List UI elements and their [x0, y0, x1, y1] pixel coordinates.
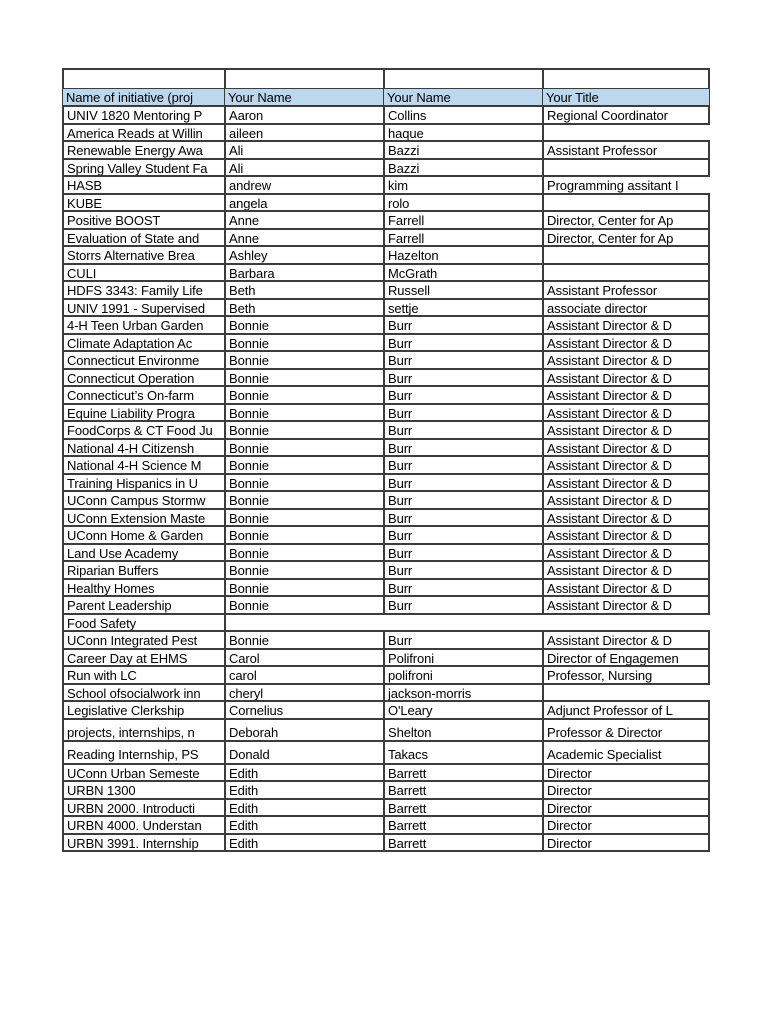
table-cell: Burr [383, 578, 544, 598]
table-cell: Assistant Director & D [542, 508, 710, 528]
table-cell: Professor, Nursing [542, 665, 710, 685]
table-cell: Bonnie [224, 630, 385, 650]
table-cell: Adjunct Professor of L [542, 700, 710, 720]
table-cell: Director, Center for Ap [542, 210, 710, 230]
table-cell: Carol [224, 648, 385, 668]
table-cell: Your Name [383, 88, 544, 107]
table-cell: UNIV 1991 - Supervised [62, 298, 226, 318]
table-cell: Burr [383, 315, 544, 335]
table-cell: Ashley [224, 245, 385, 265]
table-cell: Bonnie [224, 560, 385, 580]
table-cell: Director [542, 833, 710, 853]
table-cell: Burr [383, 525, 544, 545]
table-cell: Barrett [383, 833, 544, 853]
table-cell: Assistant Director & D [542, 350, 710, 370]
table-cell: Professor & Director [542, 718, 710, 743]
table-cell: Burr [383, 368, 544, 388]
table-cell: UConn Integrated Pest [62, 630, 226, 650]
table-cell: Russell [383, 280, 544, 300]
table-cell: School ofsocialwork inn [62, 683, 226, 703]
table-cell: Bazzi [383, 158, 544, 178]
table-cell: Renewable Energy Awa [62, 140, 226, 160]
table-row [62, 718, 710, 743]
table-cell: Assistant Director & D [542, 385, 710, 405]
table-cell: Director [542, 798, 710, 818]
table-cell: projects, internships, n [62, 718, 226, 743]
table-cell: Edith [224, 763, 385, 783]
table-cell: Storrs Alternative Brea [62, 245, 226, 265]
table-cell: UConn Campus Stormw [62, 490, 226, 510]
table-cell: Barrett [383, 815, 544, 835]
table-cell: National 4-H Science M [62, 455, 226, 475]
table-cell: Connecticut Operation [62, 368, 226, 388]
table-cell: UNIV 1820 Mentoring P [62, 105, 226, 125]
table-cell: Assistant Director & D [542, 490, 710, 510]
table-cell: Bonnie [224, 350, 385, 370]
table-cell: settje [383, 298, 544, 318]
table-cell: URBN 3991. Internship [62, 833, 226, 853]
table-cell: Aaron [224, 105, 385, 125]
table-cell: Bonnie [224, 385, 385, 405]
table-cell: HDFS 3343: Family Life [62, 280, 226, 300]
table-cell: Your Name [224, 88, 385, 107]
table-cell: Burr [383, 543, 544, 563]
table-cell: Legislative Clerkship [62, 700, 226, 720]
table-cell: Edith [224, 815, 385, 835]
table-cell: Barbara [224, 263, 385, 283]
table-cell: Academic Specialist [542, 740, 710, 765]
table-cell: CULI [62, 263, 226, 283]
table-cell: Spring Valley Student Fa [62, 158, 226, 178]
table-cell: Burr [383, 420, 544, 440]
table-cell: FoodCorps & CT Food Ju [62, 420, 226, 440]
table-cell: Burr [383, 333, 544, 353]
table-cell: Regional Coordinator [542, 105, 710, 125]
table-cell: Bonnie [224, 543, 385, 563]
table-cell: URBN 1300 [62, 780, 226, 800]
table-cell: Assistant Director & D [542, 578, 710, 598]
table-cell: Assistant Director & D [542, 333, 710, 353]
table-cell: Burr [383, 403, 544, 423]
table-cell: Name of initiative (proj [62, 88, 226, 107]
table-cell: Cornelius [224, 700, 385, 720]
table-cell: Director [542, 780, 710, 800]
table-cell: Run with LC [62, 665, 226, 685]
table-cell: Bazzi [383, 140, 544, 160]
table-cell: Burr [383, 560, 544, 580]
table-cell: Hazelton [383, 245, 544, 265]
table-cell: Bonnie [224, 420, 385, 440]
table-cell: Bonnie [224, 525, 385, 545]
table-cell: andrew [224, 175, 385, 195]
table-cell: Assistant Director & D [542, 560, 710, 580]
table-cell [383, 68, 544, 90]
table-cell: Burr [383, 595, 544, 615]
table-cell: Ali [224, 140, 385, 160]
table-cell: polifroni [383, 665, 544, 685]
table-cell [542, 68, 710, 90]
empty-top-row [62, 68, 710, 90]
table-cell: Bonnie [224, 595, 385, 615]
table-cell: Director of Engagemen [542, 648, 710, 668]
table-cell [62, 68, 226, 90]
spreadsheet-table [62, 68, 710, 852]
table-cell: Healthy Homes [62, 578, 226, 598]
table-row [62, 833, 710, 853]
table-cell: Polifroni [383, 648, 544, 668]
table-cell: Bonnie [224, 473, 385, 493]
table-cell: Bonnie [224, 403, 385, 423]
table-cell: Assistant Director & D [542, 315, 710, 335]
table-cell: Assistant Director & D [542, 420, 710, 440]
table-cell: angela [224, 193, 385, 213]
table-cell: Anne [224, 210, 385, 230]
table-cell: Assistant Director & D [542, 595, 710, 615]
table-cell: Connecticut’s On-farm [62, 385, 226, 405]
table-cell: Assistant Director & D [542, 438, 710, 458]
table-cell: rolo [383, 193, 544, 213]
table-cell: Assistant Director & D [542, 455, 710, 475]
table-cell: Director [542, 815, 710, 835]
table-cell: kim [383, 175, 544, 195]
table-cell: carol [224, 665, 385, 685]
table-cell: UConn Urban Semeste [62, 763, 226, 783]
table-cell: Ali [224, 158, 385, 178]
table-cell: Director, Center for Ap [542, 228, 710, 248]
table-cell: haque [383, 123, 544, 143]
table-cell: jackson-morris [383, 683, 544, 703]
table-cell: Bonnie [224, 455, 385, 475]
table-cell: URBN 4000. Understan [62, 815, 226, 835]
table-cell: Donald [224, 740, 385, 765]
table-cell: Edith [224, 833, 385, 853]
table-cell: McGrath [383, 263, 544, 283]
table-cell: Programming assitant I [547, 178, 679, 193]
table-cell: Edith [224, 780, 385, 800]
table-cell: Barrett [383, 798, 544, 818]
table-cell: Climate Adaptation Ac [62, 333, 226, 353]
table-cell: Career Day at EHMS [62, 648, 226, 668]
table-cell: Assistant Director & D [542, 630, 710, 650]
table-cell: 4-H Teen Urban Garden [62, 315, 226, 335]
table-cell: UConn Home & Garden [62, 525, 226, 545]
table-cell: Burr [383, 630, 544, 650]
table-cell: Farrell [383, 210, 544, 230]
table-cell: Land Use Academy [62, 543, 226, 563]
table-cell: Bonnie [224, 315, 385, 335]
table-cell: Food Safety [62, 613, 226, 633]
table-cell: URBN 2000. Introducti [62, 798, 226, 818]
table-cell: Training Hispanics in U [62, 473, 226, 493]
table-cell: associate director [542, 298, 710, 318]
table-cell: Burr [383, 438, 544, 458]
table-cell: UConn Extension Maste [62, 508, 226, 528]
table-cell: O'Leary [383, 700, 544, 720]
table-cell: Assistant Director & D [542, 403, 710, 423]
table-cell: Collins [383, 105, 544, 125]
table-cell: Burr [383, 385, 544, 405]
table-cell: Burr [383, 490, 544, 510]
table-cell: Takacs [383, 740, 544, 765]
table-cell: Deborah [224, 718, 385, 743]
table-cell: Riparian Buffers [62, 560, 226, 580]
table-cell: America Reads at Willin [62, 123, 226, 143]
table-cell: Reading Internship, PS [62, 740, 226, 765]
table-cell: cheryl [224, 683, 385, 703]
table-cell: KUBE [62, 193, 226, 213]
table-cell: Director [542, 763, 710, 783]
table-cell: Parent Leadership [62, 595, 226, 615]
table-cell: Assistant Professor [542, 280, 710, 300]
table-cell: Barrett [383, 763, 544, 783]
table-cell: HASB [62, 175, 226, 195]
table-cell: Burr [383, 350, 544, 370]
table-cell: Bonnie [224, 333, 385, 353]
table-cell: Assistant Director & D [542, 543, 710, 563]
table-cell [224, 68, 385, 90]
table-cell: Bonnie [224, 368, 385, 388]
table-row [62, 740, 710, 765]
table-cell: Connecticut Environme [62, 350, 226, 370]
table-cell: Burr [383, 508, 544, 528]
table-cell: Your Title [542, 88, 710, 107]
table-cell: National 4-H Citizensh [62, 438, 226, 458]
table-cell: Beth [224, 298, 385, 318]
table-cell: Shelton [383, 718, 544, 743]
table-cell: Bonnie [224, 490, 385, 510]
table-cell: Positive BOOST [62, 210, 226, 230]
table-cell: Barrett [383, 780, 544, 800]
table-cell: Beth [224, 280, 385, 300]
table-cell: Bonnie [224, 508, 385, 528]
table-cell: Burr [383, 473, 544, 493]
table-cell: Assistant Professor [542, 140, 710, 160]
table-cell: Equine Liability Progra [62, 403, 226, 423]
table-cell: aileen [224, 123, 385, 143]
table-cell: Edith [224, 798, 385, 818]
table-cell: Assistant Director & D [542, 473, 710, 493]
table-cell: Assistant Director & D [542, 525, 710, 545]
table-cell: Bonnie [224, 438, 385, 458]
table-cell: Assistant Director & D [542, 368, 710, 388]
table-cell: Anne [224, 228, 385, 248]
table-cell: Bonnie [224, 578, 385, 598]
table-cell: Evaluation of State and [62, 228, 226, 248]
table-cell: Burr [383, 455, 544, 475]
table-cell: Farrell [383, 228, 544, 248]
